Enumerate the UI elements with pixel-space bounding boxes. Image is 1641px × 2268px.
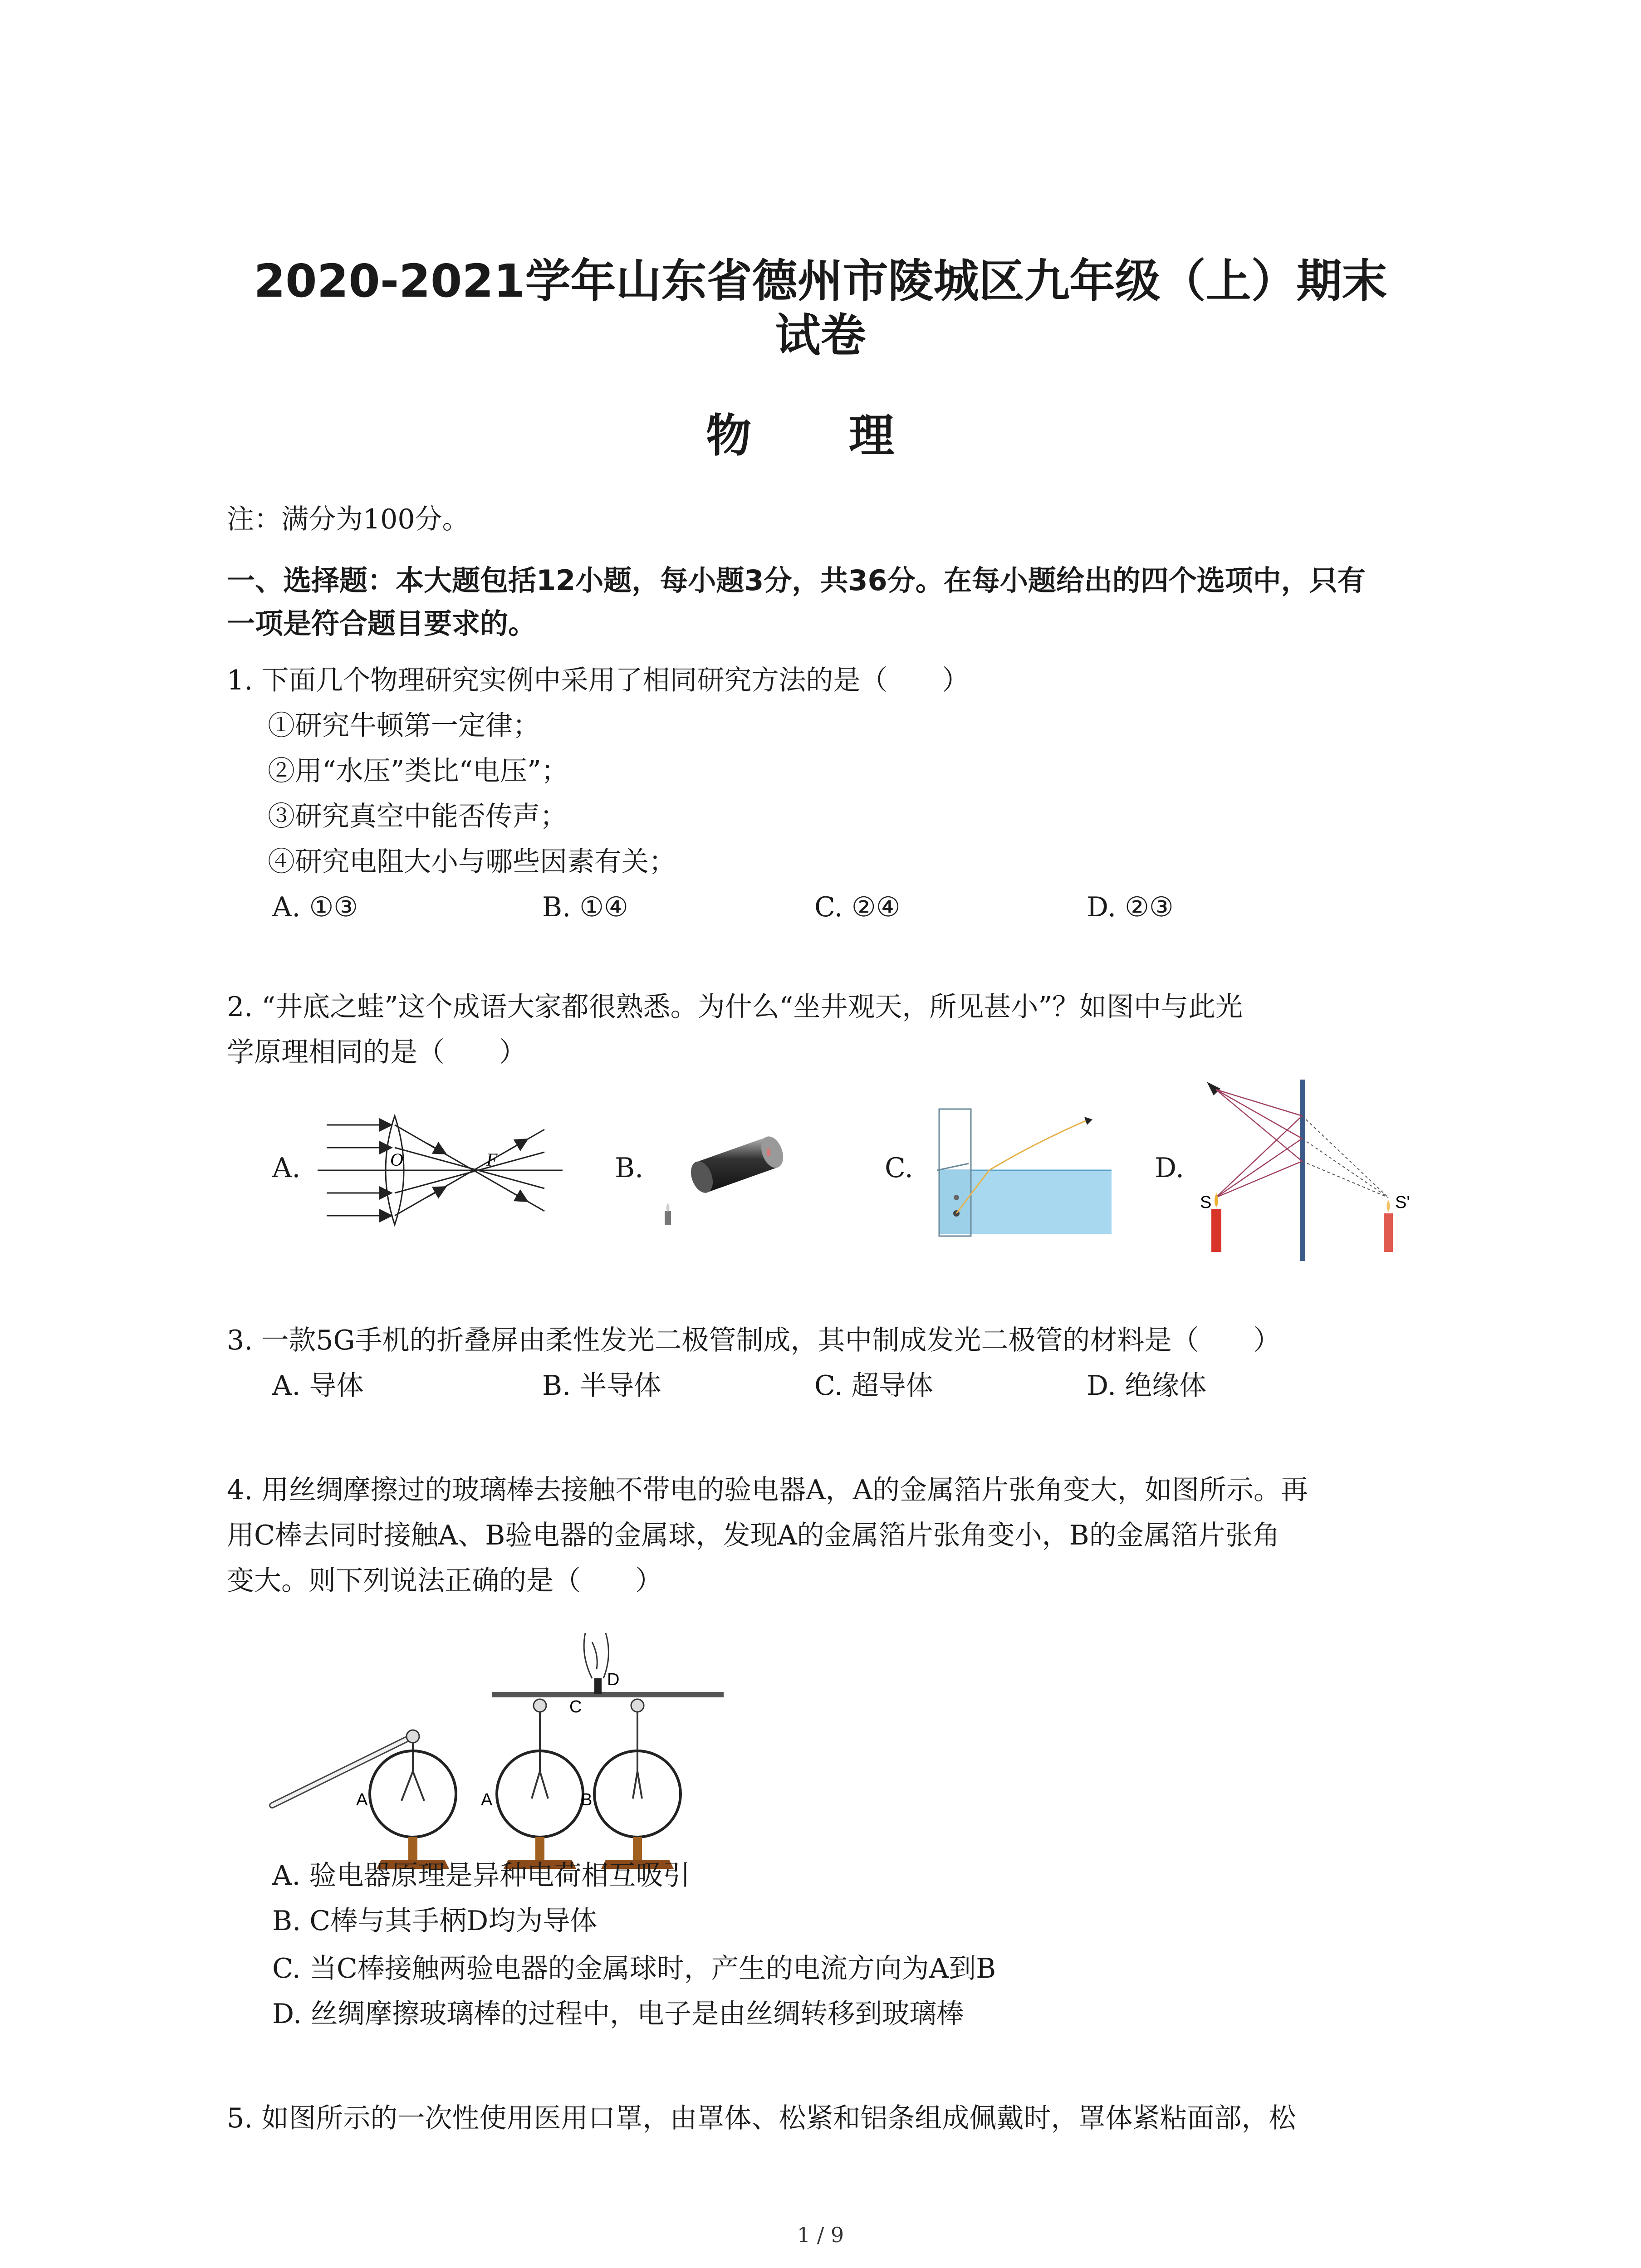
q1-stem: 1. 下面几个物理研究实例中采用了相同研究方法的是（ ） xyxy=(227,665,970,696)
q1-item-1: ①研究牛顿第一定律； xyxy=(268,710,540,742)
q4-fig-label-d: D xyxy=(607,1670,620,1689)
q4-option-b[interactable]: B. C棒与其手柄D均为导体 xyxy=(272,1905,598,1937)
q2-option-d-label[interactable]: D. xyxy=(1155,1152,1185,1184)
q4-figure-electroscopes xyxy=(268,1615,730,1842)
q1-item-4: ④研究电阻大小与哪些因素有关； xyxy=(268,846,676,878)
q4-fig-label-a2: A xyxy=(481,1790,493,1809)
q1-option-a[interactable]: A. ①③ xyxy=(272,891,358,923)
q2-figure-d-mirror-reflection xyxy=(1198,1080,1425,1266)
q2-figure-a-lens-diagram xyxy=(318,1107,572,1234)
page-number: 1 / 9 xyxy=(797,2223,844,2247)
q2-option-b-label[interactable]: B. xyxy=(615,1152,644,1184)
section1-heading-line2: 一项是符合题目要求的。 xyxy=(227,607,537,640)
q2-figa-label-f: F xyxy=(486,1149,498,1170)
q3-option-c[interactable]: C. 超导体 xyxy=(814,1370,933,1402)
q3-stem: 3. 一款5G手机的折叠屏由柔性发光二极管制成，其中制成发光二极管的材料是（ ） xyxy=(227,1325,1281,1356)
q1-option-d[interactable]: D. ②③ xyxy=(1087,891,1174,923)
q4-fig-label-b: B xyxy=(581,1790,593,1809)
q4-stem-line1: 4. 用丝绸摩擦过的玻璃棒去接触不带电的验电器A，A的金属箔片张角变大，如图所示。再 xyxy=(227,1474,1308,1506)
q1-option-b[interactable]: B. ①④ xyxy=(542,891,628,923)
exam-title-line1: 2020-2021学年山东省德州市陵城区九年级（上）期末 xyxy=(254,254,1387,308)
q3-option-a[interactable]: A. 导体 xyxy=(272,1370,364,1402)
subject-title: 物 理 xyxy=(706,409,935,462)
q2-figa-label-o: O xyxy=(390,1149,403,1170)
score-note: 注：满分为100分。 xyxy=(227,503,470,535)
q3-option-d[interactable]: D. 绝缘体 xyxy=(1087,1370,1207,1402)
q2-figure-b-pinhole-camera xyxy=(656,1120,792,1229)
q4-option-a[interactable]: A. 验电器原理是异种电荷相互吸引 xyxy=(272,1860,691,1892)
q4-option-c[interactable]: C. 当C棒接触两验电器的金属球时，产生的电流方向为A到B xyxy=(272,1953,996,1984)
q4-stem-line3: 变大。则下列说法正确的是（ ） xyxy=(227,1565,662,1597)
q2-stem-line2: 学原理相同的是（ ） xyxy=(227,1036,526,1068)
q4-fig-label-a1: A xyxy=(356,1790,368,1809)
q2-option-a-label[interactable]: A. xyxy=(272,1152,301,1184)
q4-fig-label-c: C xyxy=(569,1697,582,1716)
exam-title-line2: 试卷 xyxy=(775,309,866,362)
q2-figd-label-s: S xyxy=(1200,1193,1212,1212)
q2-figd-label-s-prime: S' xyxy=(1395,1193,1410,1212)
q5-stem-line1: 5. 如图所示的一次性使用医用口罩，由罩体、松紧和铝条组成佩戴时，罩体紧粘面部，松 xyxy=(227,2102,1296,2134)
q2-stem-line1: 2. “井底之蛙”这个成语大家都很熟悉。为什么“坐井观天，所见甚小”？如图中与此光 xyxy=(227,991,1243,1023)
q1-item-2: ②用“水压”类比“电压”； xyxy=(268,755,568,787)
q2-figure-c-refraction xyxy=(935,1107,1116,1238)
q4-option-d[interactable]: D. 丝绸摩擦玻璃棒的过程中，电子是由丝绸转移到玻璃棒 xyxy=(272,1998,964,2030)
q3-option-b[interactable]: B. 半导体 xyxy=(542,1370,661,1402)
q2-option-c-label[interactable]: C. xyxy=(885,1152,913,1184)
electroscope-3 xyxy=(594,1699,681,1869)
section1-heading-line1: 一、选择题：本大题包括12小题，每小题3分，共36分。在每小题给出的四个选项中，只有 xyxy=(227,564,1366,597)
q4-stem-line2: 用C棒去同时接触A、B验电器的金属球，发现A的金属箔片张角变小，B的金属箔片张角 xyxy=(227,1520,1280,1551)
electroscope-2 xyxy=(497,1699,583,1869)
q1-item-3: ③研究真空中能否传声； xyxy=(268,801,567,832)
q1-option-c[interactable]: C. ②④ xyxy=(814,891,901,923)
